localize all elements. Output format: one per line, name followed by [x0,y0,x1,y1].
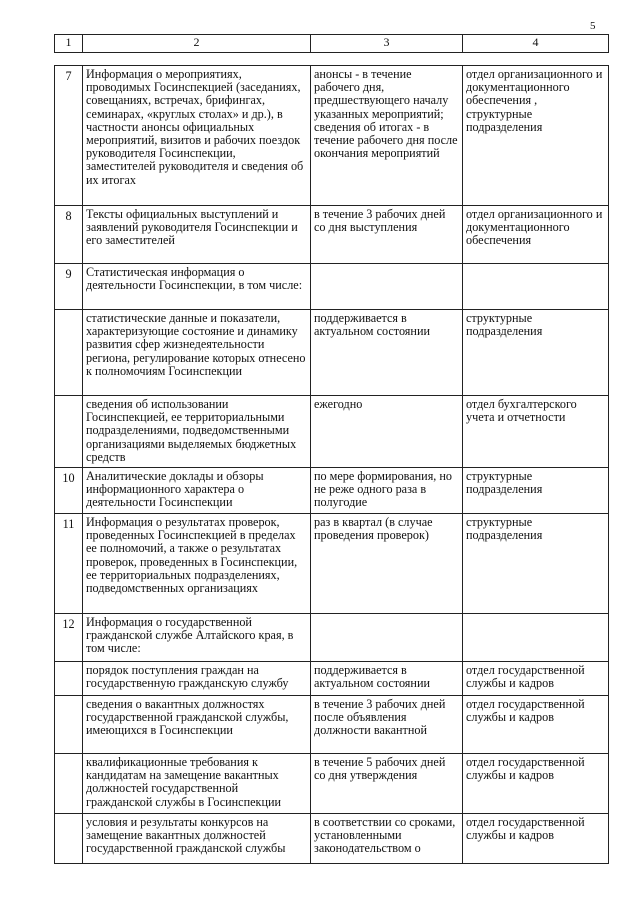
table-row [55,264,609,310]
header-col-2: 2 [83,35,311,53]
row-number: 10 [55,468,83,514]
info-description: сведения об использовании Госинспекцией, ее территориальными подразделениями, подведомственными организациями выделяемых бюджетных средств [83,396,311,468]
row-number [55,662,83,696]
info-description: квалификационные требования к кандидатам на замещение вакантных должностей государственной гражданской службы в Госинспекции [83,754,311,814]
deadline [311,264,463,310]
table-row [55,662,609,696]
deadline: по мере формирования, но не реже одного раза в полугодие [311,468,463,514]
page-number: 5 [590,20,596,32]
table-row [55,66,609,206]
info-description: порядок поступления граждан на государственную гражданскую службу [83,662,311,696]
responsible: структурные подразделения [463,514,609,614]
table-row [55,814,609,864]
row-number [55,696,83,754]
header-col-1: 1 [55,35,83,53]
row-number [55,396,83,468]
deadline: в соответствии со сроками, установленными законодательством о [311,814,463,864]
responsible [463,614,609,662]
deadline: ежегодно [311,396,463,468]
responsible: отдел организационного и документационного обеспечения , структурные подразделения [463,66,609,206]
info-description: условия и результаты конкурсов на замещение вакантных должностей государственной гражданской службы [83,814,311,864]
table-row [55,468,609,514]
info-description: Тексты официальных выступлений и заявлений руководителя Госинспекции и его заместителей [83,206,311,264]
info-description: Информация о результатах проверок, проведенных Госинспекцией в пределах ее полномочий, а также о результатах проверок, проведенных в Госинспекции, ее территориальных подразделениях, подведомственных организациях [83,514,311,614]
row-number [55,814,83,864]
table-row [55,514,609,614]
deadline: в течение 3 рабочих дней со дня выступления [311,206,463,264]
info-description: сведения о вакантных должностях государственной гражданской службы, имеющихся в Госинспекции [83,696,311,754]
table-header [54,34,609,53]
deadline: в течение 5 рабочих дней со дня утверждения [311,754,463,814]
table-row [55,696,609,754]
deadline: поддерживается в актуальном состоянии [311,310,463,396]
row-number [55,310,83,396]
deadline: анонсы - в течение рабочего дня, предшествующего началу указанных мероприятий; сведения об итогах - в течение рабочего дня после окончания мероприятий [311,66,463,206]
info-description: Информация о мероприятиях, проводимых Госинспекцией (заседаниях, совещаниях, встречах, брифингах, семинарах, «круглых столах» и др.), в частности анонсы официальных мероприятий, визитов и рабочих поездок руководителя Госинспекции, заместителей руководителя и сведения об их итогах [83,66,311,206]
table-row [55,754,609,814]
header-col-4: 4 [463,35,609,53]
info-description: Статистическая информация о деятельности Госинспекции, в том числе: [83,264,311,310]
table-row [55,310,609,396]
responsible: отдел государственной службы и кадров [463,696,609,754]
info-description: Информация о государственной гражданской службе Алтайского края, в том числе: [83,614,311,662]
info-description: статистические данные и показатели, характеризующие состояние и динамику развития сфер жизнедеятельности региона, регулирование которых отнесено к полномочиям Госинспекции [83,310,311,396]
table-row [55,206,609,264]
header-col-3: 3 [311,35,463,53]
deadline [311,614,463,662]
responsible: структурные подразделения [463,468,609,514]
deadline: раз в квартал (в случае проведения проверок) [311,514,463,614]
row-number [55,754,83,814]
responsible: отдел организационного и документационного обеспечения [463,206,609,264]
responsible [463,264,609,310]
responsible: отдел государственной службы и кадров [463,814,609,864]
responsible: отдел бухгалтерского учета и отчетности [463,396,609,468]
responsible: структурные подразделения [463,310,609,396]
deadline: в течение 3 рабочих дней после объявления должности вакантной [311,696,463,754]
deadline: поддерживается в актуальном состоянии [311,662,463,696]
info-table [54,65,609,864]
row-number: 7 [55,66,83,206]
info-description: Аналитические доклады и обзоры информационного характера о деятельности Госинспекции [83,468,311,514]
responsible: отдел государственной службы и кадров [463,662,609,696]
table-row [55,396,609,468]
row-number: 9 [55,264,83,310]
row-number: 8 [55,206,83,264]
table-row [55,614,609,662]
responsible: отдел государственной службы и кадров [463,754,609,814]
row-number: 11 [55,514,83,614]
row-number: 12 [55,614,83,662]
